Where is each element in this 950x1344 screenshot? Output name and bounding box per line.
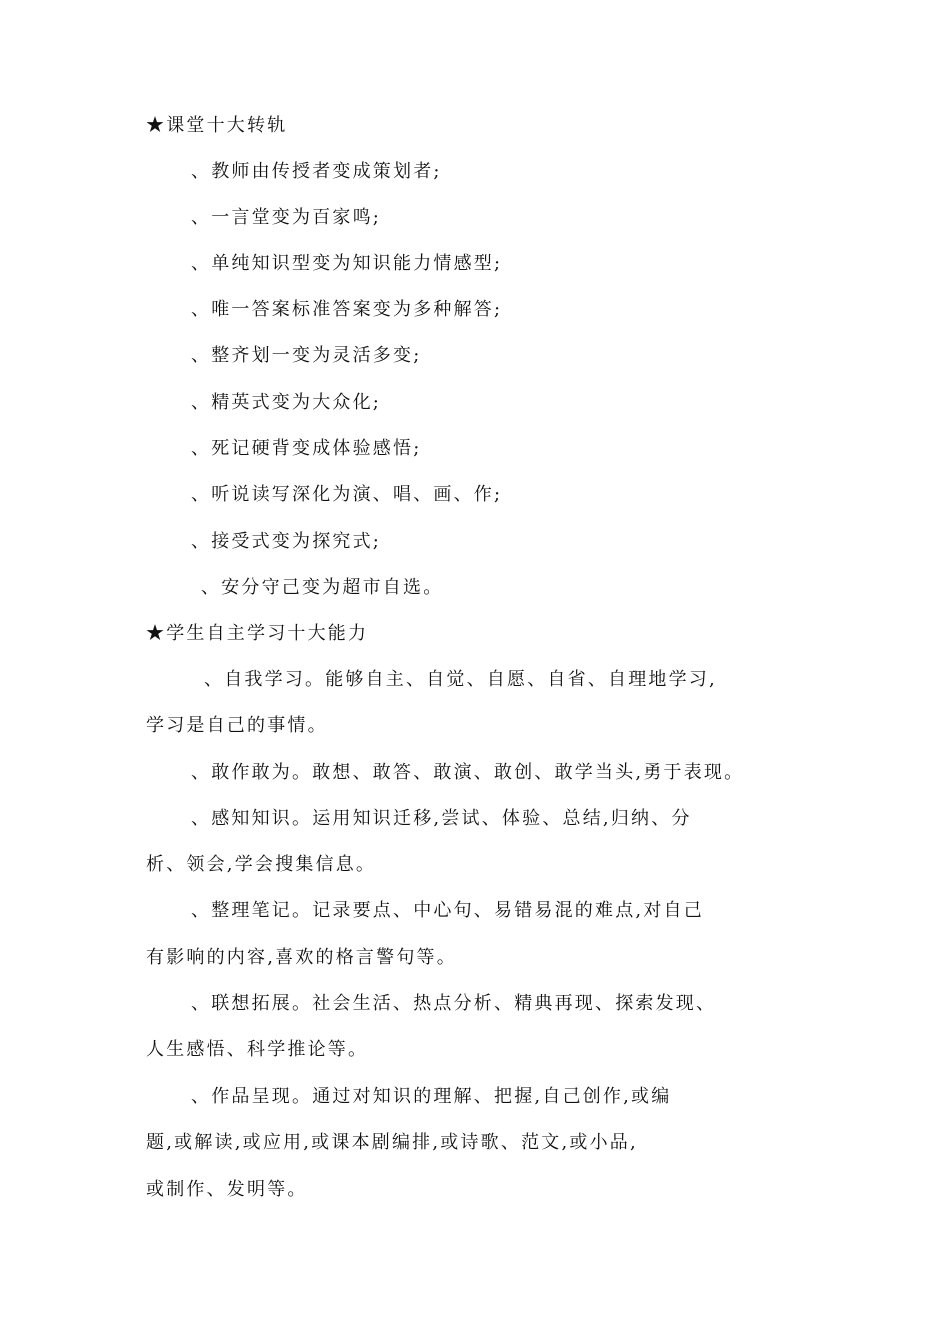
transition-item: 、一言堂变为百家鸣; [191, 207, 382, 228]
ability-item-line: 或制作、发明等。 [146, 1179, 308, 1200]
ability-item-line: 析、领会,学会搜集信息。 [146, 854, 377, 875]
ability-item-line: 有影响的内容,喜欢的格言警句等。 [146, 947, 457, 968]
transition-item: 、接受式变为探究式; [191, 531, 382, 552]
transition-item: 、单纯知识型变为知识能力情感型; [191, 253, 503, 274]
ability-item-line: 、作品呈现。通过对知识的理解、把握,自己创作,或编 [191, 1086, 672, 1107]
transition-item: 、教师由传授者变成策划者; [191, 161, 442, 182]
ability-item-line: 、敢作敢为。敢想、敢答、敢演、敢创、敢学当头,勇于表现。 [191, 762, 745, 783]
ability-item-line: 题,或解读,或应用,或课本剧编排,或诗歌、范文,或小品, [146, 1132, 638, 1153]
ability-item-line: 学习是自己的事情。 [146, 715, 328, 736]
transition-item: 、死记硬背变成体验感悟; [191, 438, 422, 459]
section-heading-student-abilities: ★学生自主学习十大能力 [146, 623, 369, 644]
ability-item-line: 人生感悟、科学推论等。 [146, 1039, 369, 1060]
transition-item: 、安分守己变为超市自选。 [201, 577, 444, 598]
transition-item: 、听说读写深化为演、唱、画、作; [191, 484, 503, 505]
transition-item: 、整齐划一变为灵活多变; [191, 345, 422, 366]
transition-item: 、唯一答案标准答案变为多种解答; [191, 299, 503, 320]
transition-item: 、精英式变为大众化; [191, 392, 382, 413]
ability-item-line: 、感知知识。运用知识迁移,尝试、体验、总结,归纳、分 [191, 808, 692, 829]
ability-item-line: 、整理笔记。记录要点、中心句、易错易混的难点,对自己 [191, 900, 704, 921]
section-heading-classroom-transitions: ★课堂十大转轨 [146, 115, 288, 136]
ability-item-line: 、联想拓展。社会生活、热点分析、精典再现、探索发现、 [191, 993, 717, 1014]
ability-item-line: 、自我学习。能够自主、自觉、自愿、自省、自理地学习, [204, 669, 717, 690]
